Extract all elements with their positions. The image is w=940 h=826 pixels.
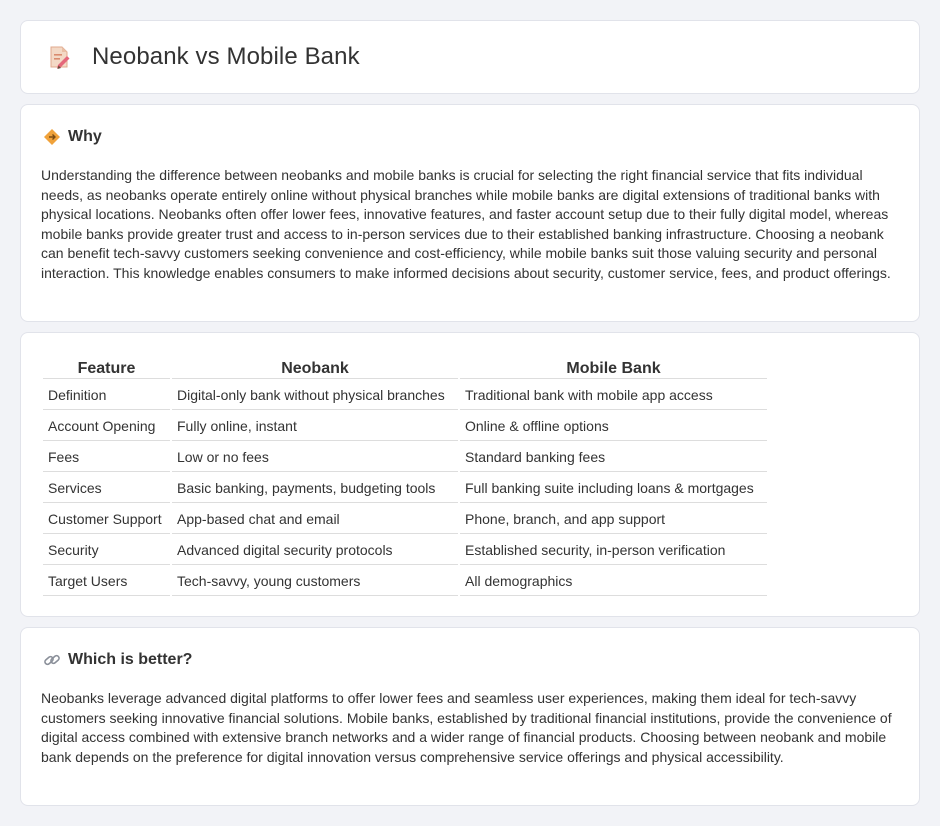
why-heading: Why	[68, 128, 102, 145]
feature-cell: Services	[43, 474, 170, 503]
comparison-table	[41, 355, 769, 598]
table-row	[43, 381, 767, 410]
feature-cell: Customer Support	[43, 505, 170, 534]
table-row	[43, 505, 767, 534]
neobank-cell: Tech-savvy, young customers	[172, 567, 458, 596]
neobank-cell: Low or no fees	[172, 443, 458, 472]
neobank-cell: Digital-only bank without physical branches	[172, 381, 458, 410]
neobank-cell: App-based chat and email	[172, 505, 458, 534]
feature-cell: Definition	[43, 381, 170, 410]
page-title: Neobank vs Mobile Bank	[92, 43, 360, 70]
why-section-header	[43, 128, 102, 146]
which-is-better-card	[20, 627, 920, 806]
title-row	[45, 43, 360, 71]
table-row	[43, 443, 767, 472]
table-row	[43, 474, 767, 503]
table-row	[43, 412, 767, 441]
neobank-cell: Basic banking, payments, budgeting tools	[172, 474, 458, 503]
title-card	[20, 20, 920, 94]
comparison-card	[20, 332, 920, 617]
neobank-cell: Advanced digital security protocols	[172, 536, 458, 565]
mobile-bank-cell: All demographics	[460, 567, 767, 596]
why-text: Understanding the difference between neobanks and mobile banks is crucial for selecting the right financial service that fits individual needs, as neobanks operate entirely online without physical branches while mobile banks are digital extensions of traditional banks with physical locations. Neobanks often offer lower fees, innovative features, and faster account setup due to their fully digital model, whereas mobile banks provide greater trust and access to in-person services due to their established banking infrastructure. Choosing a neobank can benefit tech-savvy customers seeking convenience and cost-efficiency, while mobile banks suit those valuing security and personal interaction. This knowledge enables consumers to make informed decisions about security, customer service, fees, and product offerings.	[41, 167, 891, 281]
mobile-bank-cell: Full banking suite including loans & mortgages	[460, 474, 767, 503]
feature-cell: Target Users	[43, 567, 170, 596]
feature-cell: Fees	[43, 443, 170, 472]
better-text: Neobanks leverage advanced digital platforms to offer lower fees and seamless user experiences, making them ideal for tech-savvy customers seeking innovative financial solutions. Mobile banks, established by traditional financial institutions, provide the convenience of digital access combined with extensive branch networks and a wider range of financial products. Choosing between neobank and mobile bank depends on the preference for digital innovation versus comprehensive service offerings and physical accessibility.	[41, 690, 892, 765]
diamond-arrows-icon	[43, 128, 61, 146]
header-mobile-bank: Mobile Bank	[460, 357, 767, 379]
neobank-cell: Fully online, instant	[172, 412, 458, 441]
table-header-row	[43, 357, 767, 379]
mobile-bank-cell: Phone, branch, and app support	[460, 505, 767, 534]
header-neobank: Neobank	[172, 357, 458, 379]
feature-cell: Account Opening	[43, 412, 170, 441]
feature-cell: Security	[43, 536, 170, 565]
mobile-bank-cell: Established security, in-person verification	[460, 536, 767, 565]
table-row	[43, 567, 767, 596]
better-heading: Which is better?	[68, 651, 193, 668]
document-pencil-icon	[45, 43, 73, 71]
header-feature: Feature	[43, 357, 170, 379]
mobile-bank-cell: Online & offline options	[460, 412, 767, 441]
better-section-header	[43, 651, 192, 669]
link-icon	[43, 651, 61, 669]
mobile-bank-cell: Traditional bank with mobile app access	[460, 381, 767, 410]
mobile-bank-cell: Standard banking fees	[460, 443, 767, 472]
table-row	[43, 536, 767, 565]
why-card	[20, 104, 920, 322]
